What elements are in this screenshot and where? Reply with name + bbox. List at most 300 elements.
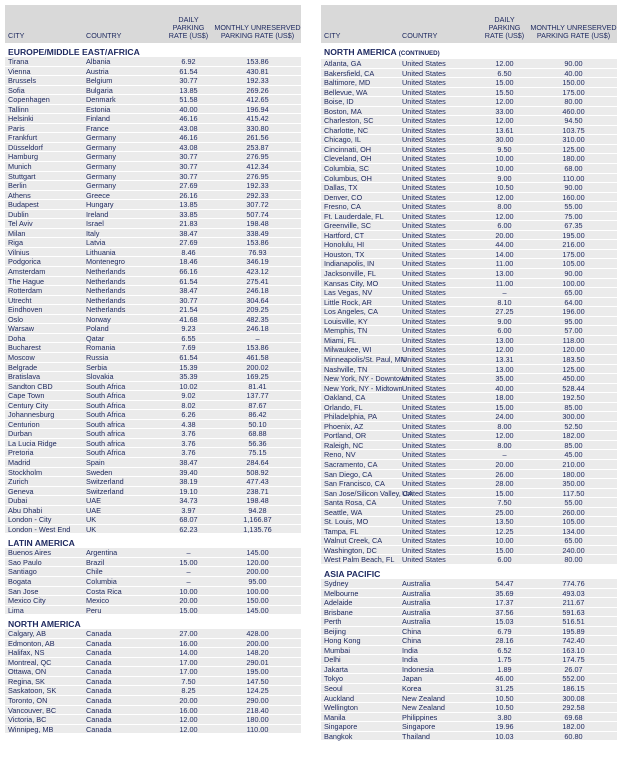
table-row bbox=[5, 382, 301, 392]
daily-rate-cell: 27.00 bbox=[179, 629, 198, 639]
country-cell: Japan bbox=[402, 674, 422, 684]
country-cell: United States bbox=[402, 192, 446, 202]
monthly-rate-cell: 507.74 bbox=[246, 209, 269, 219]
country-cell: United States bbox=[402, 164, 446, 174]
city-cell: Centurion bbox=[8, 419, 40, 429]
table-row bbox=[321, 212, 617, 222]
daily-rate-cell: 8.00 bbox=[497, 421, 512, 431]
monthly-rate-cell: 200.00 bbox=[246, 638, 269, 648]
table-row bbox=[5, 143, 301, 153]
region-section bbox=[321, 569, 617, 741]
daily-rate-cell: 38.47 bbox=[179, 228, 198, 238]
country-cell: Korea bbox=[402, 684, 422, 693]
city-cell: Minneapolis/St. Paul, MN bbox=[324, 354, 406, 364]
city-cell: Munich bbox=[8, 162, 32, 172]
monthly-rate-cell: 200.00 bbox=[246, 567, 269, 577]
table-row bbox=[5, 606, 301, 616]
daily-rate-cell: 54.47 bbox=[495, 578, 514, 588]
country-cell: United States bbox=[402, 307, 446, 317]
monthly-rate-cell: 238.71 bbox=[246, 486, 269, 496]
table-row bbox=[5, 525, 301, 535]
daily-rate-cell: 1.89 bbox=[497, 664, 512, 674]
monthly-rate-cell: 90.00 bbox=[564, 269, 583, 279]
country-cell: United States bbox=[402, 144, 446, 154]
city-cell: Zurich bbox=[8, 477, 29, 487]
country-cell: United States bbox=[402, 479, 446, 489]
city-cell: Brisbane bbox=[324, 607, 353, 617]
daily-rate-cell: 8.00 bbox=[497, 440, 512, 450]
table-row bbox=[5, 558, 301, 568]
country-cell: Russia bbox=[86, 352, 109, 362]
city-cell: Frankfurt bbox=[8, 133, 38, 143]
city-cell: Delhi bbox=[324, 655, 341, 665]
monthly-rate-cell: 330.80 bbox=[246, 123, 269, 133]
monthly-rate-cell: 240.00 bbox=[562, 545, 585, 555]
city-cell: Memphis, TN bbox=[324, 326, 368, 336]
daily-rate-cell: 3.80 bbox=[497, 712, 512, 722]
daily-rate-cell: 10.00 bbox=[495, 154, 514, 164]
country-cell: United States bbox=[402, 526, 446, 536]
country-cell: Latvia bbox=[86, 238, 106, 248]
monthly-rate-cell: 80.00 bbox=[564, 97, 583, 107]
table-row bbox=[321, 498, 617, 508]
city-cell: Melbourne bbox=[324, 588, 359, 598]
city-cell: Oakland, CA bbox=[324, 393, 366, 403]
table-row bbox=[321, 250, 617, 260]
monthly-rate-cell: 65.00 bbox=[564, 536, 583, 546]
city-cell: Mexico City bbox=[8, 596, 46, 606]
table-row bbox=[321, 655, 617, 665]
city-cell: Charleston, SC bbox=[324, 116, 374, 126]
monthly-rate-cell: 160.00 bbox=[562, 192, 585, 202]
city-cell: Sandton CBD bbox=[8, 381, 53, 391]
country-cell: United States bbox=[402, 440, 446, 450]
city-cell: Tallinn bbox=[8, 104, 29, 114]
table-row bbox=[321, 527, 617, 537]
monthly-rate-cell: 180.00 bbox=[562, 154, 585, 164]
monthly-rate-cell: 95.00 bbox=[564, 316, 583, 326]
city-cell: Toronto, ON bbox=[8, 696, 48, 705]
country-column-header: COUNTRY bbox=[86, 31, 122, 40]
daily-rate-cell: 68.07 bbox=[179, 515, 198, 525]
country-cell: United States bbox=[402, 68, 446, 78]
daily-rate-cell: 27.25 bbox=[495, 307, 514, 317]
daily-rate-cell: 10.50 bbox=[495, 183, 514, 193]
city-cell: Chicago, IL bbox=[324, 135, 361, 145]
daily-rate-cell: 34.73 bbox=[179, 496, 198, 506]
monthly-rate-cell: 180.00 bbox=[562, 469, 585, 479]
monthly-rate-cell: 552.00 bbox=[562, 674, 585, 684]
region-section bbox=[5, 47, 301, 534]
monthly-rate-cell: 198.48 bbox=[246, 496, 269, 506]
monthly-rate-cell: 69.68 bbox=[564, 712, 583, 722]
monthly-rate-cell: 415.42 bbox=[246, 114, 269, 124]
country-cell: Albania bbox=[86, 57, 111, 66]
country-cell: South africa bbox=[86, 429, 125, 439]
monthly-rate-cell: 195.00 bbox=[562, 230, 585, 240]
table-row bbox=[5, 410, 301, 420]
city-cell: Winnipeg, MB bbox=[8, 724, 54, 734]
table-row bbox=[5, 334, 301, 344]
country-cell: Netherlands bbox=[86, 305, 126, 315]
country-cell: Mexico bbox=[86, 596, 110, 606]
table-row bbox=[321, 269, 617, 279]
city-cell: Columbia, SC bbox=[324, 164, 370, 174]
country-cell: South Africa bbox=[86, 381, 126, 391]
table-row bbox=[321, 384, 617, 394]
city-cell: Columbus, OH bbox=[324, 173, 372, 183]
daily-rate-cell: 3.76 bbox=[181, 429, 196, 439]
city-cell: Victoria, BC bbox=[8, 715, 47, 725]
table-row bbox=[321, 422, 617, 432]
table-row bbox=[5, 648, 301, 658]
monthly-rate-cell: 50.10 bbox=[248, 419, 267, 429]
country-cell: Australia bbox=[402, 617, 431, 627]
country-cell: Serbia bbox=[86, 362, 108, 372]
country-cell: UAE bbox=[86, 505, 102, 515]
country-cell: United States bbox=[402, 173, 446, 183]
monthly-rate-cell: 125.00 bbox=[562, 144, 585, 154]
city-cell: Hong Kong bbox=[324, 636, 361, 646]
daily-rate-cell: 6.79 bbox=[497, 626, 512, 636]
table-row bbox=[5, 353, 301, 363]
monthly-rate-cell: 175.00 bbox=[562, 249, 585, 259]
monthly-rate-cell: 304.64 bbox=[246, 295, 269, 305]
table-row bbox=[321, 298, 617, 308]
monthly-rate-cell: 56.36 bbox=[248, 438, 267, 448]
country-cell: United States bbox=[402, 488, 446, 498]
country-cell: Switzerland bbox=[86, 486, 124, 496]
monthly-rate-cell: 310.00 bbox=[562, 135, 585, 145]
city-cell: Auckland bbox=[324, 693, 355, 703]
monthly-rate-cell: 175.00 bbox=[562, 87, 585, 97]
city-cell: Orlando, FL bbox=[324, 402, 363, 412]
monthly-rate-cell: 477.43 bbox=[246, 477, 269, 487]
city-cell: West Palm Beach, FL bbox=[324, 555, 395, 565]
city-cell: Montreal, QC bbox=[8, 657, 52, 667]
country-cell: United States bbox=[402, 106, 446, 116]
monthly-rate-cell: 85.00 bbox=[564, 402, 583, 412]
daily-rate-cell: 8.02 bbox=[181, 400, 196, 410]
country-cell: Canada bbox=[86, 696, 112, 705]
country-cell: Canada bbox=[86, 724, 112, 734]
table-row bbox=[5, 715, 301, 725]
country-column-header: COUNTRY bbox=[402, 31, 438, 40]
city-cell: Bellevue, WA bbox=[324, 87, 368, 97]
city-cell: San Jose/Silicon Valley, CA bbox=[324, 488, 413, 498]
monthly-rate-cell: 460.00 bbox=[562, 106, 585, 116]
monthly-rate-cell: 45.00 bbox=[564, 450, 583, 460]
monthly-rate-cell: 100.00 bbox=[562, 278, 585, 288]
table-row bbox=[321, 646, 617, 656]
daily-rate-cell: 16.00 bbox=[179, 705, 198, 715]
table-row bbox=[5, 629, 301, 639]
monthly-rate-cell: 290.01 bbox=[246, 657, 269, 667]
country-cell: United States bbox=[402, 393, 446, 403]
country-cell: South Africa bbox=[86, 391, 126, 401]
monthly-rate-cell: 134.00 bbox=[562, 526, 585, 536]
table-row bbox=[321, 116, 617, 126]
table-row bbox=[5, 315, 301, 325]
country-cell: United States bbox=[402, 297, 446, 307]
country-cell: Canada bbox=[86, 648, 112, 658]
daily-rate-cell: 51.58 bbox=[179, 95, 198, 105]
monthly-rate-cell: 292.58 bbox=[562, 703, 585, 713]
monthly-rate-cell: 180.00 bbox=[246, 715, 269, 725]
daily-rate-cell: 38.47 bbox=[179, 286, 198, 296]
country-cell: Canada bbox=[86, 715, 112, 725]
city-cell: Belgrade bbox=[8, 362, 38, 372]
table-row bbox=[5, 496, 301, 506]
country-cell: South africa bbox=[86, 419, 125, 429]
table-row bbox=[5, 458, 301, 468]
monthly-rate-cell: 482.35 bbox=[246, 314, 269, 324]
table-row bbox=[321, 69, 617, 79]
city-cell: San Jose bbox=[8, 586, 39, 596]
table-row bbox=[5, 305, 301, 315]
daily-rate-cell: 13.00 bbox=[495, 335, 514, 345]
monthly-rate-cell: 86.42 bbox=[248, 410, 267, 420]
table-row bbox=[5, 391, 301, 401]
city-cell: Durban bbox=[8, 429, 32, 439]
city-cell: Vienna bbox=[8, 66, 31, 76]
table-row bbox=[5, 105, 301, 115]
daily-rate-cell: 28.16 bbox=[495, 636, 514, 646]
city-cell: Houston, TX bbox=[324, 249, 365, 259]
city-cell: Stuttgart bbox=[8, 171, 36, 181]
monthly-rate-cell: 508.92 bbox=[246, 467, 269, 477]
city-cell: London - City bbox=[8, 515, 52, 525]
table-row bbox=[5, 343, 301, 353]
monthly-rate-cell: 260.00 bbox=[562, 507, 585, 517]
country-cell: United States bbox=[402, 335, 446, 345]
monthly-rate-cell: 290.00 bbox=[246, 696, 269, 705]
country-cell: Germany bbox=[86, 171, 117, 181]
table-row bbox=[5, 706, 301, 716]
country-cell: Hungary bbox=[86, 200, 114, 210]
table-row bbox=[321, 722, 617, 732]
monthly-rate-cell: 275.41 bbox=[246, 276, 269, 286]
country-cell: Australia bbox=[402, 588, 431, 598]
daily-rate-cell: 3.76 bbox=[181, 438, 196, 448]
country-cell: United States bbox=[402, 354, 446, 364]
country-cell: United States bbox=[402, 431, 446, 441]
city-cell: Bakersfield, CA bbox=[324, 68, 375, 78]
city-cell: Tokyo bbox=[324, 674, 344, 684]
daily-rate-cell: 21.54 bbox=[179, 305, 198, 315]
table-row bbox=[5, 162, 301, 172]
city-cell: Boise, ID bbox=[324, 97, 354, 107]
country-cell: United States bbox=[402, 498, 446, 508]
daily-rate-cell: 6.00 bbox=[497, 221, 512, 231]
left-table-panel bbox=[5, 5, 301, 734]
city-cell: Rotterdam bbox=[8, 286, 43, 296]
monthly-rate-cell: 183.50 bbox=[562, 354, 585, 364]
section-title bbox=[321, 569, 617, 579]
daily-rate-cell: 33.00 bbox=[495, 106, 514, 116]
section-subtitle: (CONTINUED) bbox=[398, 50, 440, 57]
right-sections bbox=[321, 47, 617, 741]
monthly-rate-cell: 120.00 bbox=[562, 345, 585, 355]
monthly-rate-cell: 105.00 bbox=[562, 517, 585, 527]
country-cell: Lithuania bbox=[86, 247, 116, 257]
country-cell: Greece bbox=[86, 190, 110, 200]
country-cell: Estonia bbox=[86, 104, 111, 114]
country-cell: Canada bbox=[86, 657, 112, 667]
country-cell: United States bbox=[402, 316, 446, 326]
monthly-rate-cell: 182.00 bbox=[562, 722, 585, 732]
city-cell: The Hague bbox=[8, 276, 45, 286]
city-cell: Santiago bbox=[8, 567, 37, 577]
table-row bbox=[321, 555, 617, 565]
table-row bbox=[321, 135, 617, 145]
city-cell: Saskatoon, SK bbox=[8, 686, 57, 696]
daily-rate-cell: 3.76 bbox=[181, 448, 196, 458]
table-row bbox=[321, 393, 617, 403]
city-cell: New York, NY - Downtown bbox=[324, 374, 410, 384]
table-row bbox=[5, 95, 301, 105]
table-row bbox=[5, 548, 301, 558]
city-cell: Podgorica bbox=[8, 257, 41, 267]
table-row bbox=[5, 324, 301, 334]
country-cell: South africa bbox=[86, 438, 125, 448]
country-cell: Ireland bbox=[86, 209, 109, 219]
monthly-rate-cell: 196.00 bbox=[562, 307, 585, 317]
country-cell: Romania bbox=[86, 343, 116, 353]
monthly-rate-cell: 450.00 bbox=[562, 374, 585, 384]
table-row bbox=[5, 567, 301, 577]
country-cell: United States bbox=[402, 450, 446, 460]
table-row bbox=[5, 587, 301, 597]
monthly-rate-cell: 246.18 bbox=[246, 286, 269, 296]
daily-rate-cell: 13.00 bbox=[495, 364, 514, 374]
monthly-rate-cell: 253.87 bbox=[246, 142, 269, 152]
monthly-rate-cell: 412.65 bbox=[246, 95, 269, 105]
country-cell: Columbia bbox=[86, 576, 117, 586]
table-row bbox=[5, 596, 301, 606]
table-row bbox=[5, 477, 301, 487]
table-row bbox=[321, 78, 617, 88]
city-cell: Jakarta bbox=[324, 664, 348, 674]
country-cell: Canada bbox=[86, 638, 112, 648]
daily-rate-cell: 12.00 bbox=[495, 211, 514, 221]
monthly-rate-cell: 60.80 bbox=[564, 731, 583, 741]
monthly-rate-column-header: MONTHLY UNRESERVED PARKING RATE (US$) bbox=[214, 23, 301, 40]
table-row bbox=[321, 193, 617, 203]
region-section bbox=[321, 47, 617, 565]
country-cell: Netherlands bbox=[86, 276, 126, 286]
monthly-rate-cell: 218.40 bbox=[246, 705, 269, 715]
city-cell: Portland, OR bbox=[324, 431, 367, 441]
city-cell: Halifax, NS bbox=[8, 648, 45, 658]
monthly-rate-cell: 1,166.87 bbox=[243, 515, 272, 525]
daily-rate-cell: 20.00 bbox=[495, 459, 514, 469]
table-row bbox=[321, 450, 617, 460]
daily-rate-cell: 14.00 bbox=[179, 648, 198, 658]
city-cell: Ft. Lauderdale, FL bbox=[324, 211, 384, 221]
country-cell: UAE bbox=[86, 496, 102, 506]
monthly-rate-cell: 192.33 bbox=[246, 181, 269, 191]
monthly-rate-cell: 75.00 bbox=[564, 211, 583, 221]
monthly-rate-cell: 68.88 bbox=[248, 429, 267, 439]
daily-rate-cell: 19.10 bbox=[179, 486, 198, 496]
country-cell: United States bbox=[402, 183, 446, 193]
country-cell: India bbox=[402, 645, 418, 655]
monthly-rate-cell: 493.03 bbox=[562, 588, 585, 598]
monthly-rate-cell: 26.07 bbox=[564, 664, 583, 674]
monthly-rate-cell: 100.00 bbox=[246, 586, 269, 596]
country-cell: Germany bbox=[86, 133, 117, 143]
monthly-rate-cell: 182.00 bbox=[562, 431, 585, 441]
table-row bbox=[321, 665, 617, 675]
country-cell: United States bbox=[402, 402, 446, 412]
monthly-rate-cell: 350.00 bbox=[562, 479, 585, 489]
daily-rate-cell: 11.00 bbox=[495, 259, 514, 269]
table-row bbox=[5, 296, 301, 306]
monthly-rate-cell: 200.02 bbox=[246, 362, 269, 372]
table-row bbox=[5, 200, 301, 210]
daily-rate-cell: 19.96 bbox=[495, 722, 514, 732]
daily-rate-cell: 62.23 bbox=[179, 524, 198, 534]
city-cell: Jacksonville, FL bbox=[324, 269, 376, 279]
city-cell: Warsaw bbox=[8, 324, 35, 334]
country-cell: France bbox=[86, 123, 109, 133]
country-cell: Poland bbox=[86, 324, 109, 334]
daily-rate-cell: 39.40 bbox=[179, 467, 198, 477]
city-cell: Santa Rosa, CA bbox=[324, 498, 377, 508]
table-row bbox=[5, 172, 301, 182]
daily-rate-cell: 21.83 bbox=[179, 219, 198, 229]
daily-rate-cell: 15.50 bbox=[495, 87, 514, 97]
table-row bbox=[5, 286, 301, 296]
city-cell: Oslo bbox=[8, 314, 24, 324]
country-cell: Peru bbox=[86, 605, 102, 615]
table-row bbox=[5, 191, 301, 201]
monthly-rate-cell: 150.00 bbox=[246, 596, 269, 606]
daily-rate-cell: 46.16 bbox=[179, 133, 198, 143]
country-cell: United States bbox=[402, 364, 446, 374]
city-cell: Reno, NV bbox=[324, 450, 356, 460]
column-header-row bbox=[5, 5, 301, 43]
country-cell: United States bbox=[402, 154, 446, 164]
country-cell: United States bbox=[402, 383, 446, 393]
country-cell: United States bbox=[402, 78, 446, 88]
monthly-rate-cell: 85.00 bbox=[564, 440, 583, 450]
table-row bbox=[321, 441, 617, 451]
table-row bbox=[321, 259, 617, 269]
daily-rate-cell: 26.16 bbox=[179, 190, 198, 200]
country-cell: Finland bbox=[86, 114, 110, 124]
table-row bbox=[321, 374, 617, 384]
table-row bbox=[5, 76, 301, 86]
table-row bbox=[5, 219, 301, 229]
city-cell: Perth bbox=[324, 617, 342, 627]
table-row bbox=[5, 229, 301, 239]
table-row bbox=[321, 713, 617, 723]
country-cell: United States bbox=[402, 59, 446, 68]
daily-rate-cell: 30.00 bbox=[495, 135, 514, 145]
monthly-rate-cell: 192.33 bbox=[246, 76, 269, 86]
country-cell: United States bbox=[402, 555, 446, 565]
daily-rate-cell: 15.03 bbox=[495, 617, 514, 627]
city-cell: Raleigh, NC bbox=[324, 440, 364, 450]
city-cell: Brussels bbox=[8, 76, 36, 86]
city-cell: London - West End bbox=[8, 524, 71, 534]
country-cell: Argentina bbox=[86, 548, 118, 558]
section-title bbox=[5, 619, 301, 629]
city-cell: Washington, DC bbox=[324, 545, 377, 555]
monthly-rate-cell: 145.00 bbox=[246, 605, 269, 615]
